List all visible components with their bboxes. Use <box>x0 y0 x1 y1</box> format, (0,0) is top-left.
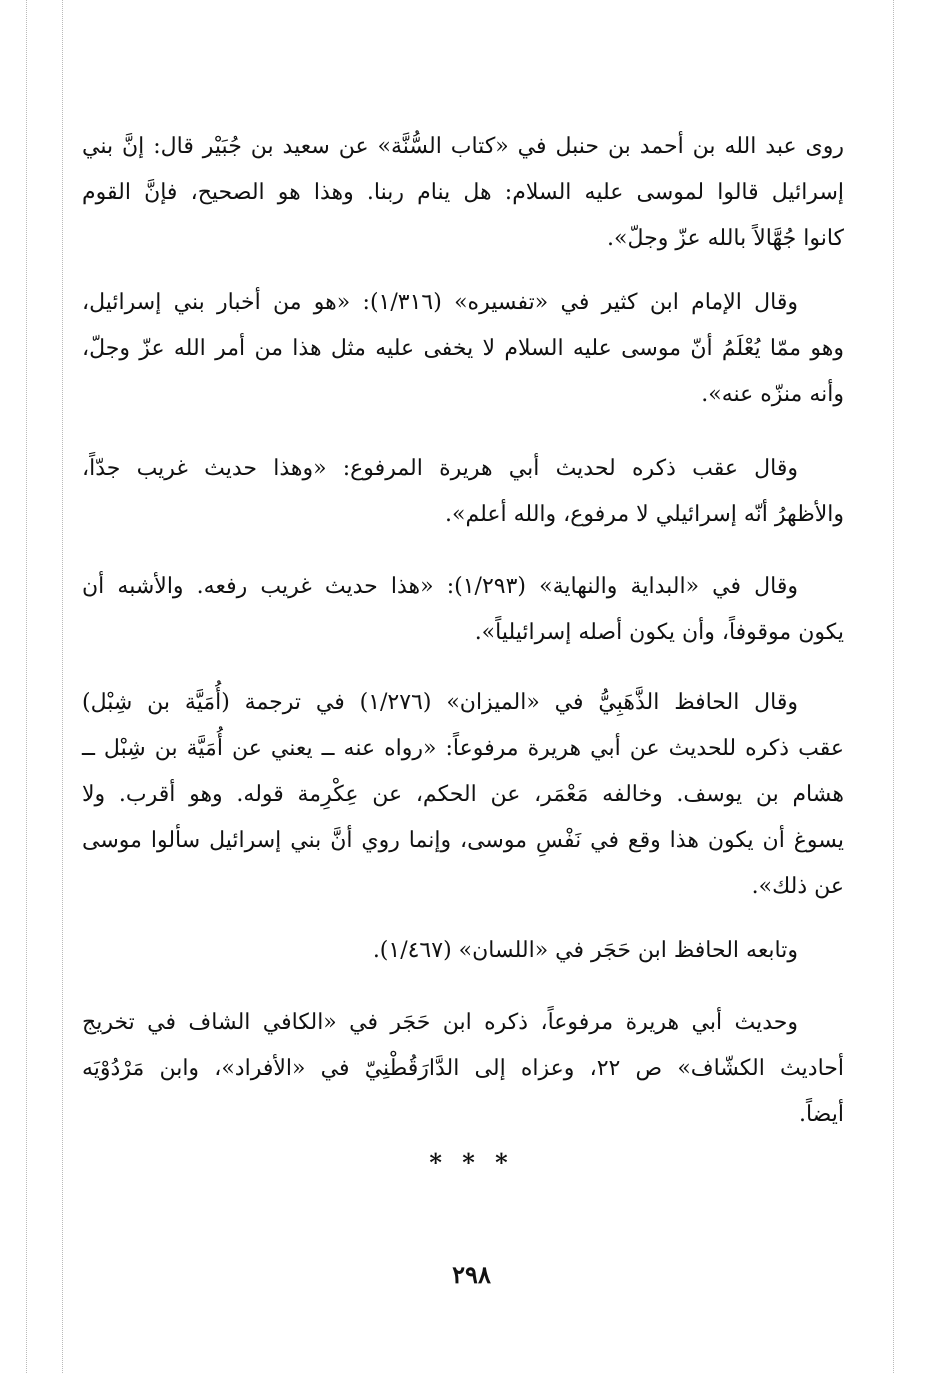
text-line: وقال في «البداية والنهاية» (١/٢٩٣): «هذا حديث غريب رفعه. والأشبه أن <box>82 574 798 599</box>
text-line: والأظهرُ أنّه إسرائيلي لا مرفوع، والله أعلم». <box>445 502 844 527</box>
text-line: يكون موقوفاً، وأن يكون أصله إسرائيلياً». <box>474 620 844 645</box>
section-separator: * * * <box>429 1148 514 1177</box>
text-line: هشام بن يوسف. وخالفه مَعْمَر، عن الحكم، عن عِكْرِمة قوله. وهو أقرب. ولا <box>82 782 844 807</box>
text-line: روى عبد الله بن أحمد بن حنبل في «كتاب السُّنَّة» عن سعيد بن جُبَيْر قال: إنَّ بني <box>82 134 844 159</box>
text-line: إسرائيل قالوا لموسى عليه السلام: هل ينام ربنا. وهذا هو الصحيح، فإنَّ القوم <box>82 180 844 205</box>
text-line: يسوغ أن يكون هذا وقع في نَفْسِ موسى، وإنما روي أنَّ بني إسرائيل سألوا موسى <box>82 828 844 853</box>
text-line: وقال الحافظ الذَّهَبِيُّ في «الميزان» (١/٢٧٦) في ترجمة (أُمَيَّة بن شِبْل) <box>82 690 798 715</box>
text-line: وقال عقب ذكره لحديث أبي هريرة المرفوع: «وهذا حديث غريب جدّاً، <box>82 456 798 481</box>
paragraph-4 <box>82 564 844 656</box>
paragraph-5 <box>82 680 844 910</box>
text-line: أحاديث الكشّاف» ص ٢٢، وعزاه إلى الدَّارَقُطْنِيّ في «الأفراد»، وابن مَرْدُوْيَه <box>82 1056 844 1081</box>
paragraph-7 <box>82 1000 844 1138</box>
text-line: أيضاً. <box>798 1102 844 1127</box>
paragraph-2 <box>82 280 844 418</box>
paragraph-1 <box>82 124 844 262</box>
text-line: عقب ذكره للحديث عن أبي هريرة مرفوعاً: «رواه عنه ــ يعني عن أُمَيَّة بن شِبْل ــ <box>82 736 844 761</box>
text-line: وهو ممّا يُعْلَمُ أنّ موسى عليه السلام لا يخفى عليه مثل هذا من أمر الله عزّ وجلّ، <box>82 336 844 361</box>
text-line: وتابعه الحافظ ابن حَجَر في «اللسان» (١/٤٦٧). <box>372 938 798 963</box>
text-line: عن ذلك». <box>751 874 844 899</box>
paragraph-6 <box>82 928 844 974</box>
page-number: ٢٩٨ <box>452 1260 491 1289</box>
text-line: وأنه منزّه عنه». <box>701 382 844 407</box>
text-line: وحديث أبي هريرة مرفوعاً، ذكره ابن حَجَر في «الكافي الشاف في تخريج <box>82 1010 798 1035</box>
text-line: كانوا جُهَّالاً بالله عزّ وجلّ». <box>607 226 844 251</box>
paragraph-3 <box>82 446 844 538</box>
text-line: وقال الإمام ابن كثير في «تفسيره» (١/٣١٦): «هو من أخبار بني إسرائيل، <box>82 290 798 315</box>
